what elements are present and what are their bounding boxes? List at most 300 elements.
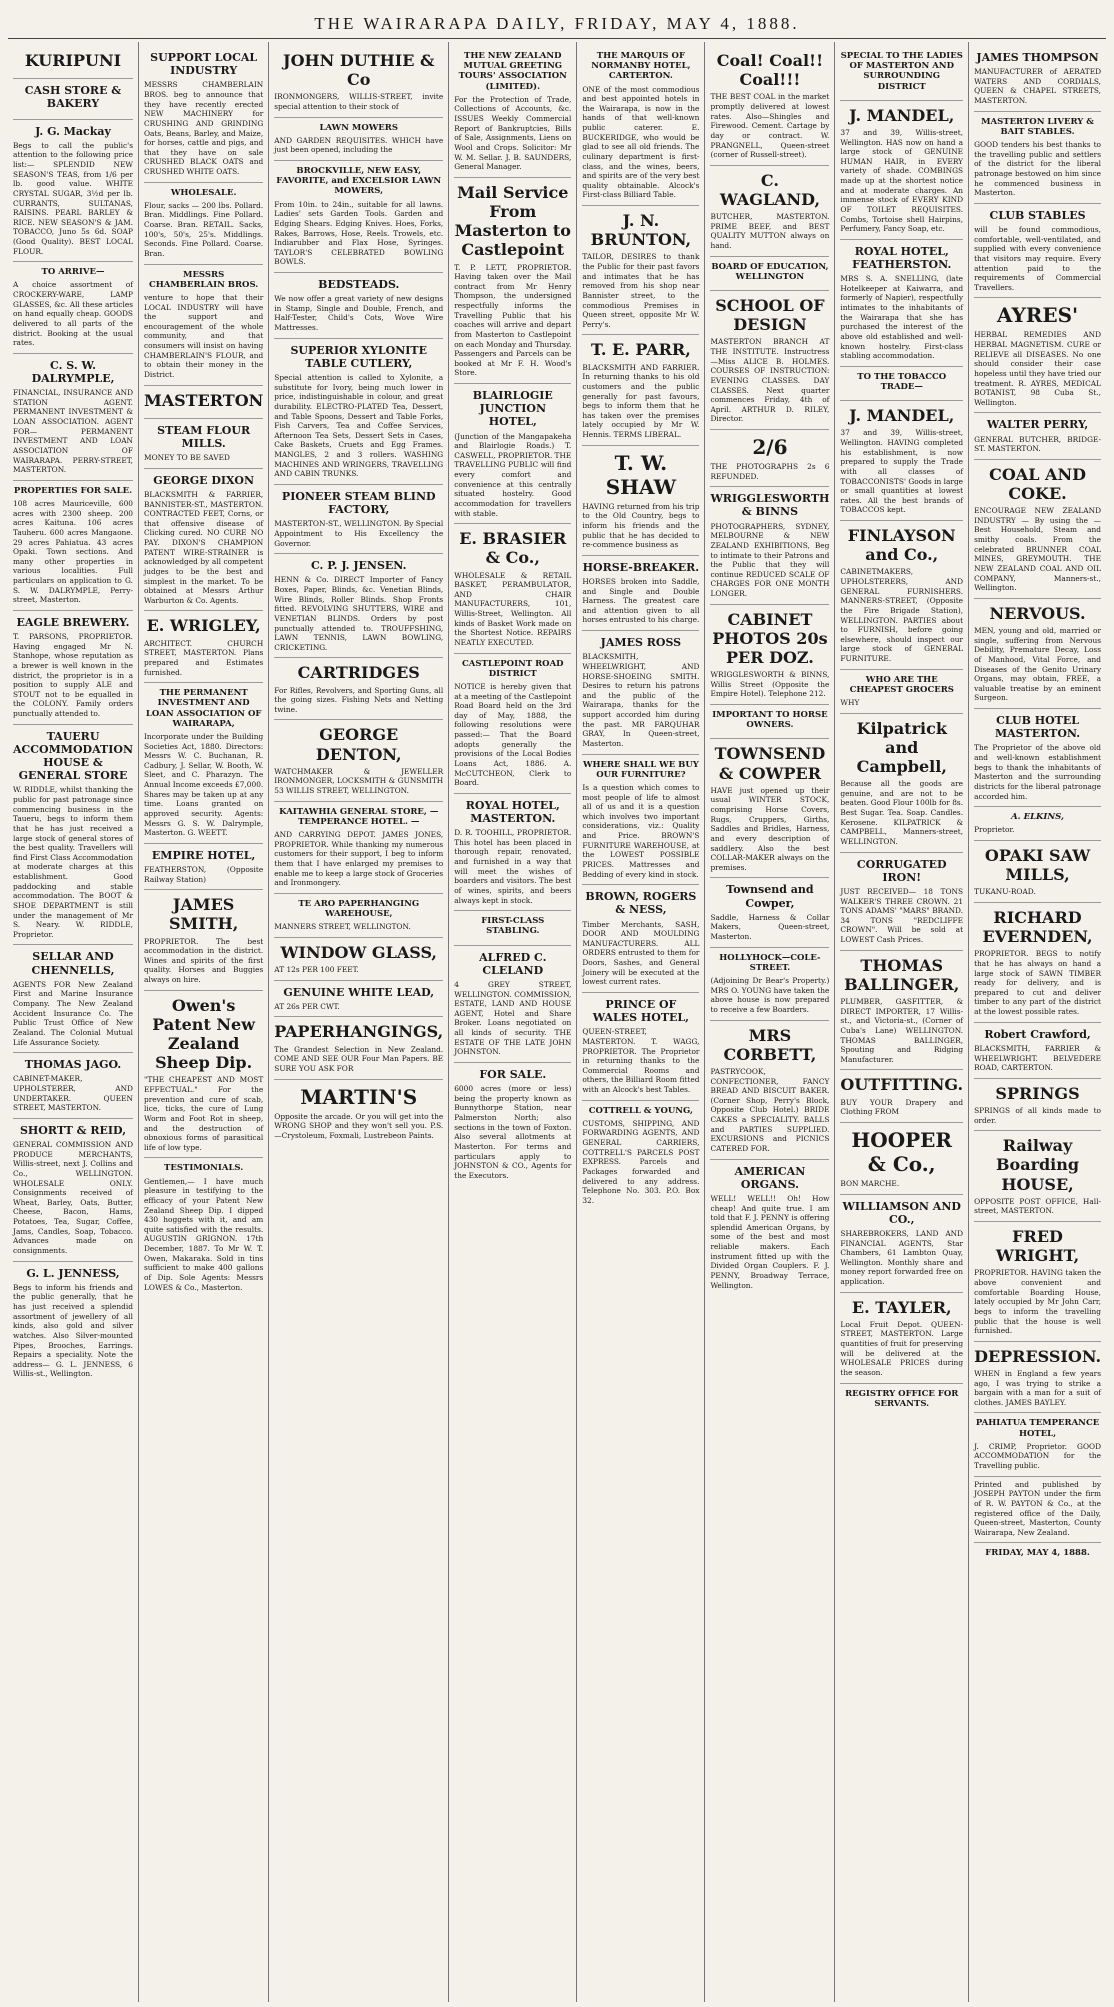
advertisement — [974, 112, 1101, 204]
advertisement — [454, 46, 571, 178]
ad-body: MRS S. A. SNELLING, (late Hotelkeeper at Kaiwarra, and formerly of Napier), respectfully intimates to the inhabitants of the Wairarapa that she has purchased the interest of the above old established and well-known hostelry. First-class stabling accommodation. — [840, 274, 964, 361]
ad-body: QUEEN-STREET, MASTERTON. T. WAGG, PROPRIETOR. The Proprietor in returning thanks to the Commercial Rooms and others, the Billiard Room fitted with an Alcock's best Tables. — [582, 1027, 700, 1094]
ad-heading: E. BRASIER & Co., — [459, 529, 567, 568]
advertisement — [840, 46, 963, 101]
ad-body: Begs to inform his friends and the public generally, that he has just received a splendid assortment of jewellery of all kinds, also gold and silver watches. Also Silver-mounted Pipes, Brooches, Earrings. Repairs a speciality. Note the address— G. L. JENNESS, 6 Willis-st., Wellington. — [13, 1282, 133, 1379]
advertisement — [840, 951, 963, 1071]
ad-heading: C. S. W. DALRYMPLE, — [31, 358, 115, 385]
advertisement — [840, 714, 963, 853]
ad-heading: THOMAS JAGO. — [24, 1058, 122, 1072]
ad-heading: ALFRED C. CLELAND — [479, 950, 547, 977]
ad-heading: JAMES SMITH, — [168, 895, 239, 934]
ad-heading: THOMAS BALLINGER, — [844, 955, 960, 994]
ad-body: Gentlemen,— I have much pleasure in testifying to the efficacy of your Patent New Zealand Sheep Dip. I dipped 430 hoggets with it, and am quite satisfied with the results. AUGUSTIN GRIGNON. 17th December, 1887. To Mr W. T. Owen, Makaraka. Sold in tins sufficient to make 400 gallons of Dip. Sole Agents: Messrs LOWES & Co., Masterton. — [144, 1176, 264, 1292]
advertisement — [974, 46, 1101, 112]
ad-body: BUY YOUR Drapery and Clothing FROM — [840, 1097, 964, 1117]
ad-heading: AMERICAN ORGANS. — [734, 1164, 806, 1191]
advertisement — [582, 335, 699, 445]
ad-heading: C. WAGLAND, — [719, 170, 821, 209]
advertisement — [13, 481, 133, 611]
ad-body: Timber Merchants, SASH, DOOR AND MOULDING MANUFACTURERS. ALL ORDERS entrusted to them for Doors, Sashes, and General Joinery will be executed at the lowest current rates. — [582, 919, 700, 987]
ad-heading: TESTIMONIALS. — [164, 1163, 244, 1174]
advertisement — [274, 161, 443, 273]
ad-body: BLACKSMITH & FARRIER, BANNISTER-ST., MASTERTON. CONTRACTED FEET, Corns, or that offensive disease of Clicking cured. NO CURE NO PAY. DIXON'S CHAMPION PATENT WIRE-STRAINER is acknowledged by all competent judges to be the best and simplest in the market. To be obtained at Messrs Arthur Warburton & Co. Agents. — [144, 489, 264, 605]
ad-body: MESSRS CHAMBERLAIN BROS. beg to announce that they have recently erected NEW MACHINERY for CRUSHING AND GRINDING Oats, Beans, Barley, and Maize, for horses, cattle and pigs, and that they have on sale CRUSHED BLACK OATS and CRUSHED WHITE OATS. — [144, 80, 264, 176]
advertisement — [274, 485, 443, 554]
advertisement — [144, 183, 263, 265]
ad-body: (Adjoining Dr Bear's Property.) MRS O. YOUNG have taken the above house is now prepared to receive a few Boarders. — [710, 976, 830, 1014]
advertisement — [144, 683, 263, 844]
advertisement — [974, 1543, 1101, 1566]
advertisement — [974, 903, 1101, 1023]
ad-body: SPRINGS of all kinds made to order. — [974, 1105, 1102, 1125]
advertisement — [710, 705, 829, 739]
masthead-rule — [8, 38, 1106, 39]
advertisement — [274, 273, 443, 339]
advertisement — [582, 755, 699, 886]
advertisement — [840, 1123, 963, 1195]
ad-heading: FIRST-CLASS STABLING. — [481, 916, 545, 937]
ad-heading: PRINCE OF WALES HOTEL, — [592, 997, 689, 1025]
ad-body: WHY — [840, 698, 860, 707]
ad-heading: Mail Service From Masterton to Castlepoint — [454, 182, 571, 260]
advertisement — [274, 1017, 443, 1079]
ad-body: Opposite the arcade. Or you will get into the WRONG SHOP and they won't sell you. P.S.—Crystoleum, Foxmali, Lustrebeon Paints. — [274, 1111, 444, 1140]
ad-heading: NERVOUS. — [989, 603, 1086, 623]
column-4 — [449, 42, 577, 2002]
advertisement — [974, 599, 1101, 709]
advertisement — [710, 878, 829, 947]
advertisement — [710, 948, 829, 1021]
ad-heading: AYRES' — [996, 303, 1079, 328]
ad-body: HERBAL REMEDIES AND HERBAL MAGNETISM. CURE or RELIEVE all DISEASES. No one should consider their case hopeless until they have tried our treatment. R. AYRES, MEDICAL BOTANIST, 98 Cuba St., Wellington. — [974, 330, 1102, 407]
ad-body: FEATHERSTON, (Opposite Railway Station) — [144, 864, 264, 884]
advertisement — [840, 367, 963, 401]
ad-heading: MASTERTON — [144, 390, 264, 410]
ad-heading: CARTRIDGES — [297, 663, 420, 683]
ad-body: T. P. LETT, PROPRIETOR. Having taken over the Mail contract from Mr Henry Thompson, the undersigned respectfully informs the Travelling Public that his coaches will arrive and depart from Masterton to Castlepoint on each Monday and Thursday. Passengers and Parcels can be booked at Mr F. H. Wood's Store. — [454, 262, 572, 378]
ad-body: For the Protection of Trade, Collections of Accounts, &c. ISSUES Weekly Commercial Report of Bankruptcies, Bills of Sale, Assignments, Liens on Wool and Crops. Solicitor: Mr W. M. Sellar. J. B. SAUNDERS, General Manager. — [454, 94, 572, 172]
advertisement — [454, 654, 571, 794]
ad-body: TUKANU-ROAD. — [974, 887, 1036, 897]
advertisement — [13, 354, 133, 481]
advertisement — [13, 611, 133, 725]
advertisement — [144, 611, 263, 683]
ad-body: HORSES broken into Saddle, and Single and Double Harness. The greatest care and attention given to all horses entrusted to his charge. — [582, 576, 700, 625]
ad-body: BLACKSMITH, WHEELWRIGHT, AND HORSE-SHOEING SMITH. Desires to return his patrons and the public of the Wairarapa, thanks for the support accorded him during the past. MR FARQUHAR GRAY, In Queen-street, Masterton. — [582, 652, 700, 748]
ad-body: BLACKSMITH, FARRIER & WHEELWRIGHT. BELVEDERE ROAD, CARTERTON. — [974, 1043, 1102, 1073]
ad-body: WELL! WELL!! Oh! How cheap! And quite true. I am told that F. J. PENNY is offering splendid American Organs, by some of the best and most reliable makers. Each instrument fitted up with the Divided Organ Couplers. F. J. PENNY, Broadway Terrace, Wellington. — [710, 1193, 830, 1290]
ad-heading: HORSE-BREAKER. — [582, 560, 700, 574]
ad-heading: COTTRELL & YOUNG, — [588, 1105, 693, 1116]
ad-heading: J. G. Mackay — [35, 124, 111, 138]
ad-body: THE BEST COAL in the market promptly delivered at lowest rates. Also—Shingles and Firewood. Cement. Cartage by day or contract. W. PRANGNELL, Queen-street (corner of Russell-street). — [710, 92, 830, 160]
ad-heading: T. E. PARR, — [591, 340, 691, 360]
ad-body: will be found commodious, comfortable, well-ventilated, and supplied with every convenience that visitors may require. Every attention paid to the requirements of Commercial Travellers. — [974, 225, 1102, 292]
ad-body: ONE of the most commodious and best appointed hotels in the Wairarapa, is now in the hands of that well-known public caterer. E. BUCKERIDGE, who would be glad to see all old friends. The culinary department is first-class, and the wines, beers, and spirits are of the very best quality obtainable. Alcock's First-class Billiard Table. — [582, 84, 700, 200]
ad-heading: EMPIRE HOTEL, — [151, 848, 256, 862]
advertisement — [274, 938, 443, 981]
ad-heading: DEPRESSION. — [974, 1346, 1102, 1366]
ad-body: MANNERS STREET, WELLINGTON. — [274, 922, 411, 932]
ad-body: PROPRIETOR. BEGS to notify that he has always on hand a large stock of SAWN TIMBER ready for delivery, and is prepared to cut and deliver timber to any part of the district at the lowest possible rates. — [974, 949, 1102, 1017]
advertisement — [974, 1222, 1101, 1342]
ad-body: CABINETMAKERS, UPHOLSTERERS, AND GENERAL FURNISHERS. MANNERS-STREET, (Opposite the Fire Brigade Station), WELLINGTON. PARTIES about to FURNISH, before going elsewhere, should inspect our large stock of GENERAL FURNITURE. — [840, 567, 964, 663]
ad-body: Is a question which comes to most people of life to almost all of us and it is a question which involves two important considerations, viz.: Quality and Price. BROWN'S FURNITURE WAREHOUSE, at the LOWEST POSSIBLE PRICES. Mattresses and Bedding of every kind in stock. — [582, 782, 700, 879]
ad-body: WATCHMAKER & JEWELLER IRONMONGER, LOCKSMITH & GUNSMITH 53 WILLIS STREET, WELLINGTON. — [274, 766, 444, 796]
advertisement — [710, 739, 829, 878]
ad-body: Flour, sacks — 200 lbs. Pollard. Bran. Middlings. Fine Pollard. Coarse. Bran. RETAIL. Sacks, 100's, 50's, 25's. Middlings. Seconds. Fine Pollard. Coarse. Bran. — [144, 200, 264, 258]
advertisement — [710, 487, 829, 604]
ad-body: AND GARDEN REQUISITES. WHICH have just been opened, including the — [274, 135, 444, 155]
advertisement — [13, 120, 133, 263]
ad-body: AND CARRYING DEPOT. JAMES JONES, PROPRIETOR. While thanking my numerous customers for their support, I beg to inform them that I have enlarged my premises to enable me to keep a large stock of Groceries and Ironmongery. — [274, 830, 444, 888]
masthead: THE WAIRARAPA DAILY, FRIDAY, MAY 4, 1888. — [314, 14, 800, 33]
ad-heading: WILLIAMSON AND CO., — [842, 1199, 961, 1226]
ad-body: BON MARCHE. — [840, 1178, 900, 1188]
advertisement — [13, 1262, 133, 1384]
ad-heading: GEORGE DENTON, — [315, 725, 402, 764]
ad-heading: CASH STORE & BAKERY — [24, 84, 122, 111]
ad-body: (Junction of the Mangapakeha and Blairlogie Roads.) T. CASWELL, PROPRIETOR. THE TRAVELLING PUBLIC will find every comfort and convenience at this centrally situated hostelry. Good accommodation for travellers with stable. — [454, 431, 572, 518]
ad-heading: BROCKVILLE, NEW EASY, FAVORITE, and EXCELSIOR LAWN MOWERS, — [276, 166, 442, 197]
advertisement — [710, 166, 829, 257]
advertisement — [840, 101, 963, 240]
ad-heading: SPRINGS — [995, 1083, 1080, 1103]
ad-body: NOTICE is hereby given that at a meeting of the Castlepoint Road Board held on the 3rd day of May, 1888, the following resolutions were passed:— That the Board adopts generally the provisions of the Local Bodies Loans Act, 1886. A. McCUTCHEON, Clerk to Board. — [454, 681, 572, 788]
ad-heading: SUPPORT LOCAL INDUSTRY — [150, 51, 258, 78]
advertisement — [274, 802, 443, 894]
advertisement — [974, 204, 1101, 299]
ad-heading: COAL AND COKE. — [989, 464, 1086, 503]
ad-body: A choice assortment of CROCKERY-WARE, LAMP GLASSES, &c. All these articles on hand equally cheap. GOODS delivered to all parts of the district. Booking at the usual rates. — [13, 280, 133, 348]
ad-body: AT 12s PER 100 FEET. — [274, 965, 359, 974]
ad-heading: THE NEW ZEALAND MUTUAL GREETING TOURS' ASSOCIATION (LIMITED). — [458, 51, 567, 92]
ad-body: The Grandest Selection in New Zealand. COME AND SEE OUR Four Man Papers. BE SURE YOU ASK FOR — [274, 1044, 444, 1073]
ad-heading: WINDOW GLASS, — [280, 942, 437, 962]
advertisement — [274, 118, 443, 161]
advertisement — [974, 1079, 1101, 1131]
ad-heading: T. W. SHAW — [605, 450, 677, 499]
ad-body: Proprietor. — [974, 825, 1015, 835]
advertisement — [13, 725, 133, 946]
advertisement — [974, 1023, 1101, 1079]
ad-body: D. R. TOOHILL, PROPRIETOR. This hotel has been placed in thorough repair, renovated, and furnished in a way that will meet the wishes of boarders and visitors. The best of wines, spirits, and beers always kept in stock. — [454, 828, 572, 905]
ad-heading: ROYAL HOTEL, FEATHERSTON. — [852, 244, 952, 271]
column-6 — [705, 42, 835, 2002]
ad-heading: MASTERTON LIVERY & BAIT STABLES. — [981, 116, 1094, 137]
ad-heading: OPAKI SAW MILLS, — [984, 845, 1091, 885]
ad-heading: SCHOOL OF DESIGN — [715, 296, 825, 335]
ad-heading: TO ARRIVE— — [41, 267, 105, 278]
ad-heading: WHERE SHALL WE BUY OUR FURNITURE? — [582, 759, 699, 780]
advertisement — [840, 1070, 963, 1122]
ad-body: AT 26s PER CWT. — [274, 1001, 340, 1011]
ad-body: WHOLESALE & RETAIL BASKET, PERAMBULATOR, AND CHAIR MANUFACTURERS, 101, Willis-Street, Wellington. All kinds of Basket Work made on the Shortest Notice. REPAIRS NEATLY EXECUTED. — [454, 570, 572, 647]
advertisement — [582, 206, 699, 335]
ad-body: WHEN in England a few years ago, I was trying to strike a bargain with a man for a suit of clothes. JAMES BAYLEY. — [974, 1368, 1102, 1407]
column-5 — [577, 42, 705, 2002]
advertisement — [274, 1080, 443, 1146]
advertisement — [840, 1384, 963, 1417]
column-7 — [835, 42, 969, 2002]
ad-heading: C. P. J. JENSEN. — [310, 559, 407, 573]
advertisement — [144, 265, 263, 386]
ad-body: Because all the goods are genuine, and are not to be beaten. Good Flour 100lb for 8s. Best Sugar. Tea. Soap. Candles. Kerosene. KILPATRICK & CAMPBELL, Manners-street, WELLINGTON. — [840, 779, 964, 846]
advertisement — [13, 1053, 133, 1119]
ad-heading: BEDSTEADS. — [318, 278, 400, 291]
ad-body: T. PARSONS, PROPRIETOR. Having engaged Mr N. Stanhope, whose reputation as a brewer is well known in the district, the proprietor is in a position to supply ALE and STOUT not to be equalled in the COLONY. Family orders punctually attended to. — [13, 632, 133, 719]
advertisement — [454, 524, 571, 653]
ad-heading: FRED WRIGHT, — [995, 1227, 1080, 1266]
ad-body: venture to hope that their LOCAL INDUSTRY will have the support and encouragement of the whole community, and that consumers will insist on having CHAMBERLAIN'S FLOUR, and to obtain their money in the District. — [144, 292, 264, 379]
ad-heading: JAMES ROSS — [600, 636, 682, 650]
ad-body: SHAREBROKERS, LAND AND FINANCIAL AGENTS, Star Chambers, 61 Lambton Quay, Wellington. Monthly share and money report forwarded free on application. — [840, 1228, 964, 1286]
ad-body: J. CRIMP, Proprietor. GOOD ACCOMMODATION for the Travelling public. — [974, 1441, 1102, 1471]
ad-heading: ROYAL HOTEL, MASTERTON. — [465, 798, 560, 825]
ad-body: TAILOR, DESIRES to thank the Public for their past favors and intimates that he has removed from his shop near Bannister street, to the commodious Premises in Queen street, opposite Mr W. Perry's. — [582, 252, 700, 329]
advertisement — [582, 556, 699, 631]
ad-body: BLACKSMITH AND FARRIER. In returning thanks to his old customers and the public generally for past favours, begs to inform them that he has taken over the premises lately occupied by Mr W. Hennis. TERMS LIBERAL. — [582, 362, 700, 439]
ad-body: GOOD tenders his best thanks to the travelling public and settlers of the district for the liberal patronage bestowed on him since he commenced business in Masterton. — [974, 140, 1102, 198]
ad-body: GENERAL BUTCHER, BRIDGE-ST. MASTERTON. — [974, 434, 1102, 454]
advertisement — [144, 844, 263, 890]
advertisement — [13, 79, 133, 119]
ad-heading: REGISTRY OFFICE FOR SERVANTS. — [845, 1388, 959, 1409]
ad-body: PLUMBER, GASFITTER, & DIRECT IMPORTER, 17 Willis-st., and Victoria-st., (Corner of Cuba's Lane) WELLINGTON. THOMAS BALLINGER, Spouting and Ridging Manufacturer. — [840, 997, 964, 1064]
ad-body: Local Fruit Depot. QUEEN-STREET, MASTERTON. Large quantities of fruit for preserving will be delivered at the WHOLESALE PRICES during the season. — [840, 1319, 964, 1377]
ad-body: Incorporate under the Building Societies Act, 1880. Directors: Messrs W. C. Buchanan, R. Cadbury, J. Sellar, W. Booth, W. Sleet, and C. Pharazyn. The Annual Income exceeds £7,000. Shares may be taken up at any time. Loans granted on approved security. Agents: Messrs G. S. W. Dalrymple, Masterton. G. WEETT. — [144, 731, 264, 838]
advertisement — [144, 46, 263, 183]
advertisement — [274, 658, 443, 720]
ad-body: MASTERTON-ST., WELLINGTON. By Special Appointment to His Excellency the Governor. — [274, 519, 444, 548]
ad-heading: E. WRIGLEY, — [146, 616, 261, 636]
ad-heading: IMPORTANT TO HORSE OWNERS. — [712, 710, 828, 731]
advertisement — [582, 1101, 699, 1211]
ad-heading: Robert Crawford, — [984, 1027, 1091, 1041]
advertisement — [840, 521, 963, 670]
advertisement — [454, 384, 571, 524]
ad-heading: PAHIATUA TEMPERANCE HOTEL, — [975, 1418, 1100, 1439]
ad-heading: CABINET PHOTOS 20s PER DOZ. — [712, 609, 828, 667]
ad-heading: J. MANDEL, — [849, 406, 955, 426]
ad-heading: 2/6 — [752, 435, 788, 459]
ad-heading: BROWN, ROGERS & NESS, — [585, 890, 697, 917]
ad-heading: FOR SALE. — [479, 1067, 547, 1081]
ad-heading: TOWNSEND & COWPER — [714, 744, 826, 783]
ad-heading: SELLAR AND CHENNELLS, — [31, 950, 115, 977]
ad-body: PROPRIETOR. HAVING taken the above convenient and comfortable Boarding House, lately occupied by Mr John Carr, begs to inform the travelling public that the house is well furnished. — [974, 1268, 1102, 1336]
ad-body: Printed and published by JOSEPH PAYTON under the firm of R. W. PAYTON & Co., at the registered office of the Daily, Queen-street, Masterton, County Wairarapa, New Zealand. — [974, 1479, 1102, 1537]
ad-heading: Kilpatrick and Campbell, — [856, 718, 947, 776]
advertisement — [582, 631, 699, 754]
ad-heading: J. MANDEL, — [849, 105, 955, 125]
ad-body: FINANCIAL, INSURANCE AND STATION AGENT. PERMANENT INVESTMENT & LOAN ASSOCIATION. AGENT FOR— PERMANENT INVESTMENT AND LOAN ASSOCIATION OF WAIRARAPA. PERRY-STREET, MASTERTON. — [13, 388, 133, 475]
advertisement — [710, 1160, 829, 1296]
ad-body: HAVE just opened up their usual WINTER STOCK, comprising Horse Covers, Rugs, Cruppers, Girths, Saddles and Bridles, Harness, and every description of saddlery. Also the best COLLAR-MAKER always on the premises. — [710, 785, 830, 872]
ad-heading: WRIGGLESWORTH & BINNS — [710, 492, 830, 519]
advertisement — [13, 262, 133, 354]
ad-heading: WHO ARE THE CHEAPEST GROCERS — [849, 674, 954, 695]
ad-heading: Owen's Patent New Zealand Sheep Dip. — [152, 995, 255, 1073]
advertisement — [274, 339, 443, 485]
ad-heading: SUPERIOR XYLONITE TABLE CUTLERY, — [290, 343, 427, 370]
advertisement — [582, 993, 699, 1101]
ad-heading: EAGLE BREWERY. — [16, 615, 130, 629]
ad-heading: BLAIRLOGIE JUNCTION HOTEL, — [472, 389, 553, 429]
advertisement — [144, 386, 263, 419]
ad-body: CUSTOMS, SHIPPING, AND FORWARDING AGENTS, AND GENERAL CARRIERS, COTTRELL'S PARCELS POST EXPRESS. Parcels and Packages forwarded and delivered to any address. Telephone No. 303. P.O. Box 32. — [582, 1118, 700, 1205]
ad-body: THE PHOTOGRAPHS 2s 6 REFUNDED. — [710, 462, 830, 481]
ad-heading: FINLAYSON and Co., — [847, 526, 956, 565]
ad-heading: Railway Boarding HOUSE, — [996, 1136, 1080, 1194]
advertisement — [13, 1119, 133, 1262]
advertisement — [710, 291, 829, 430]
ad-body: "THE CHEAPEST AND MOST EFFECTUAL." For the prevention and cure of scab, lice, ticks, the cure of Lung Worm and Foot Rot in sheep, and the destruction of obnoxious forms of parasitical life of low type. — [144, 1075, 264, 1152]
advertisement — [840, 670, 963, 714]
advertisement — [840, 1195, 963, 1293]
advertisement — [454, 911, 571, 945]
ad-heading: LAWN MOWERS — [319, 122, 398, 133]
advertisement — [710, 605, 829, 705]
ad-body: HAVING returned from his trip to the Old Country, begs to inform his friends and the public that he has decided to re-commence business as — [582, 501, 700, 550]
ad-body: PASTRYCOOK, CONFECTIONER, FANCY BREAD AND BISCUIT BAKER. (Corner Shop, Perry's Block, Opposite Club Hotel.) BRIDE CAKES a SPECIALITY. BALLS and PARTIES SUPPLIED. EXCURSIONS and PICNICS CATERED FOR. — [710, 1066, 830, 1153]
ad-heading: PAPERHANGINGS, — [274, 1022, 444, 1042]
advertisement — [144, 419, 263, 469]
ad-heading: TAUERU ACCOMMODATION HOUSE & GENERAL STORE — [13, 729, 134, 783]
ad-heading: PROPERTIES FOR SALE. — [13, 485, 133, 496]
ad-heading: GENUINE WHITE LEAD, — [283, 985, 435, 999]
advertisement — [274, 554, 443, 658]
ad-body: ARCHITECT. CHURCH STREET, MASTERTON. Plans prepared and Estimates furnished. — [144, 638, 264, 677]
column-1 — [8, 42, 139, 2002]
ad-body: CABINET-MAKER, UPHOLSTERER, AND UNDERTAKER. QUEEN STREET, MASTERTON. — [13, 1074, 133, 1113]
advertisement — [144, 890, 263, 991]
ad-body: OPPOSITE POST OFFICE, Hall-street, MASTERTON. — [974, 1196, 1102, 1216]
ad-heading: MESSRS CHAMBERLAIN BROS. — [149, 269, 259, 290]
ad-heading: JAMES THOMPSON — [976, 51, 1099, 64]
ad-heading: SPECIAL TO THE LADIES OF MASTERTON AND SURROUNDING DISTRICT — [840, 51, 963, 92]
ad-heading: OUTFITTING. — [840, 1075, 964, 1095]
ad-heading: RICHARD EVERNDEN, — [982, 907, 1093, 947]
ad-heading: FRIDAY, MAY 4, 1888. — [985, 1548, 1090, 1559]
advertisement — [710, 257, 829, 291]
ad-body: For Rifles, Revolvers, and Sporting Guns, all the going sizes. Fishing Nets and Netting twine. — [274, 685, 444, 714]
advertisement — [582, 446, 699, 556]
advertisement — [710, 46, 829, 166]
advertisement — [974, 298, 1101, 413]
ad-body: 37 and 39, Willis-street, Wellington. HAVING completed his establishment, is now prepared to supply the Trade with all classes of TOBACCONISTS' Goods in large or small quantities at lowest rates. All the best brands of TOBACCOS kept. — [840, 428, 964, 515]
ad-body: BUTCHER, MASTERTON. PRIME BEEF, and BEST QUALITY MUTTON always on hand. — [710, 212, 830, 250]
ad-heading: STEAM FLOUR MILLS. — [157, 423, 251, 450]
columns — [8, 42, 1106, 2002]
advertisement — [274, 894, 443, 938]
ad-body: W. RIDDLE, whilst thanking the public for past patronage since commencing business in the Taueru, begs to inform them that he has just received a large stock of general stores of the best quality. Travellers will find First Class Accommodation at moderate charges at this establishment. Good paddocking and stable accommodation. The BOOT & SHOE DEPARTMENT is still under the management of Mr S. Neary. W. RIDDLE, Proprietor. — [13, 785, 133, 939]
ad-body: MANUFACTURER of AERATED WATERS AND CORDIALS, QUEEN & CHAPEL STREETS, MASTERTON. — [974, 67, 1102, 106]
ad-body: Special attention is called to Xylonite, a substitute for Ivory, being much lower in price, indistinguishable in colour, and great durability. ELECTRO-PLATED Tea, Dessert, and Table Spoons, Dessert and Table Forks, Fish Carvers, Tea and Coffee Services, Afternoon Tea Sets, Dessert Sets in Cases, Cake Baskets, Cruets and Egg Frames. MANGLES, 2 and 3 rollers. WASHING MACHINES AND WRINGERS, TRAVELLING AND CABIN TRUNKS. — [274, 373, 444, 479]
advertisement — [840, 1293, 963, 1384]
advertisement — [974, 1131, 1101, 1222]
ad-body: The Proprietor of the above old and well-known establishment begs to thank the inhabitants of Masterton and the surrounding districts for the liberal patronage accorded him. — [974, 743, 1102, 801]
ad-heading: J. N. BRUNTON, — [590, 211, 692, 250]
ad-body: AGENTS FOR New Zealand First and Marine Insurance Company. The New Zealand Accident Insurance Co. The Public Trust Office of New Zealand. The Colonial Mutual Life Assurance Society. — [13, 979, 133, 1047]
ad-body: 108 acres Mauriceville, 600 acres with 2300 sheep. 200 acres Kaituna. 106 acres Tauheru. 600 acres Mangaone. 29 acres Pahiatua. 43 acres Opaki. Town sections. And many other properties in various localities. Full particulars on application to G. S. W. DALRYMPLE, Perry-street, Masterton. — [13, 499, 133, 605]
ad-heading: TE ARO PAPERHANGING WAREHOUSE, — [298, 898, 420, 919]
advertisement — [582, 46, 699, 206]
ad-body: MONEY TO BE SAVED — [144, 453, 230, 463]
ad-body: We now offer a great variety of new designs in Stamp, Single and Double, French, and Half-Tester, Child's Cots, Wove Wire Mattresses. — [274, 294, 444, 333]
advertisement — [144, 991, 263, 1159]
advertisement — [13, 46, 133, 79]
advertisement — [144, 469, 263, 612]
advertisement — [840, 401, 963, 521]
advertisement — [274, 720, 443, 801]
advertisement — [974, 841, 1101, 903]
advertisement — [454, 178, 571, 384]
advertisement — [454, 794, 571, 911]
advertisement — [582, 885, 699, 993]
ad-body: WRIGGLESWORTH & BINNS, Willis Street (Opposite the Empire Hotel). Telephone 212. — [710, 670, 830, 699]
ad-heading: KURIPUNI — [24, 51, 122, 70]
ad-heading: HOOPER & Co., — [851, 1127, 953, 1176]
ad-heading: MARTIN'S — [300, 1084, 418, 1109]
ad-heading: WALTER PERRY, — [986, 418, 1089, 432]
advertisement — [974, 709, 1101, 807]
advertisement — [454, 946, 571, 1063]
advertisement — [840, 853, 963, 951]
ad-heading: CORRUGATED IRON! — [856, 857, 947, 884]
ad-body: GENERAL COMMISSION AND PRODUCE MERCHANTS, Willis-street, next J. Collins and Co., WELLINGTON. WHOLESALE ONLY. Consignments received of Wheat, Barley, Oats, Butter, Cheese, Bacon, Hams, Potatoes, Tea, Sugar, Coffee, Jams, Candles, Soap, Tobacco. Advances made on consignments. — [13, 1140, 133, 1255]
ad-heading: THE PERMANENT INVESTMENT AND LOAN ASSOCIATION OF WAIRARAPA, — [145, 688, 262, 729]
ad-body: 4 GREY STREET, WELLINGTON. COMMISSION, ESTATE, LAND AND HOUSE AGENT, Hotel and Share Broker. Loans negotiated on all kinds of security. THE ESTATE OF THE LATE JOHN JOHNSTON. — [454, 979, 572, 1057]
advertisement — [974, 807, 1101, 841]
ad-body: HENN & Co. DIRECT Importer of Fancy Boxes, Paper, Blinds, &c. Venetian Blinds, Wire Blinds, Roller Blinds. Shop Fronts fitted. REVOLVING SHUTTERS, WIRE and VENETIAN BLINDS. Orders by post punctually attended to. TROUFFSHING, LAWN TENNIS, LAWN BOWLING, CRICKETING. — [274, 575, 444, 652]
ad-body: ENCOURAGE NEW ZEALAND INDUSTRY — By using the — Best Household, Steam and smithy coals. From the celebrated BRUNNER COAL MINES, GREYMOUTH. THE NEW ZEALAND COAL AND OIL COMPANY, Manners-st., Wellington. — [974, 506, 1102, 593]
advertisement — [454, 1063, 571, 1185]
advertisement — [840, 240, 963, 367]
ad-heading: MRS CORBETT, — [723, 1025, 817, 1064]
ad-heading: GEORGE DIXON — [153, 473, 255, 487]
advertisement — [710, 430, 829, 487]
advertisement — [144, 1158, 263, 1297]
ad-heading: Coal! Coal!! Coal!!! — [716, 51, 824, 90]
ad-body: From 10in. to 24in., suitable for all lawns. Ladies' sets Garden Tools. Garden and Edging Shears. Edging Knives. Hoes, Forks, Rakes, Barrows, Hose, Reels. Trowels, etc. Indiarubber and Flax Hose, Syringes. TAYLOR'S CELEBRATED BOWLING BOWLS. — [274, 199, 444, 267]
advertisement — [974, 1477, 1101, 1544]
ad-body: MASTERTON BRANCH AT THE INSTITUTE. Instructress—Miss ALICE B. HOLMES. COURSES OF INSTRUCTION: EVENING CLASSES. DAY CLASSES. Next quarter commences Friday, 4th of April. ARTHUR D. RILEY, Director. — [710, 337, 830, 424]
ad-heading: WHOLESALE. — [170, 187, 237, 198]
ad-heading: KAITAWHIA GENERAL STORE, — TEMPERANCE HOTEL. — — [279, 806, 439, 827]
ad-heading: THE MARQUIS OF NORMANBY HOTEL, CARTERTON. — [591, 51, 691, 82]
ad-heading: TO THE TOBACCO TRADE— — [857, 371, 947, 392]
advertisement — [274, 981, 443, 1018]
ad-body: PHOTOGRAPHERS, SYDNEY, MELBOURNE & NEW ZEALAND EXHIBITIONS, Beg to intimate to their Patrons and the Public that they will continue REDUCED SCALE OF CHARGES FOR ONE MONTH LONGER. — [710, 521, 830, 598]
advertisement — [974, 460, 1101, 599]
ad-heading: PIONEER STEAM BLIND FACTORY, — [281, 489, 436, 517]
ad-body: PROPRIETOR. The best accommodation in the district. Wines and spirits of the first quality. Horses and Buggies always on hire. — [144, 936, 264, 985]
advertisement — [974, 1342, 1101, 1414]
ad-heading: CLUB HOTEL MASTERTON. — [994, 714, 1081, 741]
advertisement — [13, 945, 133, 1053]
ad-body: 37 and 39, Willis-street, Wellington. HAS now on hand a large stock of GENUINE HUMAN HAIR, in EVERY variety of shade. COMBINGS made up at the shortest notice and at moderate charges. An immense stock of EVERY KIND OF TOILET REQUISITES. Combs, Tortoise shell Hairpins, Perfumery, Fancy Soap, etc. — [840, 127, 964, 234]
ad-heading: A. ELKINS, — [1011, 812, 1064, 823]
ad-heading: E. TAYLER, — [851, 1297, 952, 1317]
ad-heading: JOHN DUTHIE & Co — [283, 51, 435, 90]
ad-heading: BOARD OF EDUCATION, WELLINGTON — [711, 261, 829, 282]
advertisement — [974, 1413, 1101, 1476]
ad-body: MEN, young and old, married or single, suffering from Nervous Debility, Premature Decay, Loss of Manhood, Vital Force, and Diseases of the Genito Urinary Organs, may obtain, FREE, a valuable treatise by an eminent Surgeon. — [974, 626, 1102, 703]
advertisement — [274, 46, 443, 118]
ad-heading: Townsend and Cowper, — [726, 883, 814, 910]
